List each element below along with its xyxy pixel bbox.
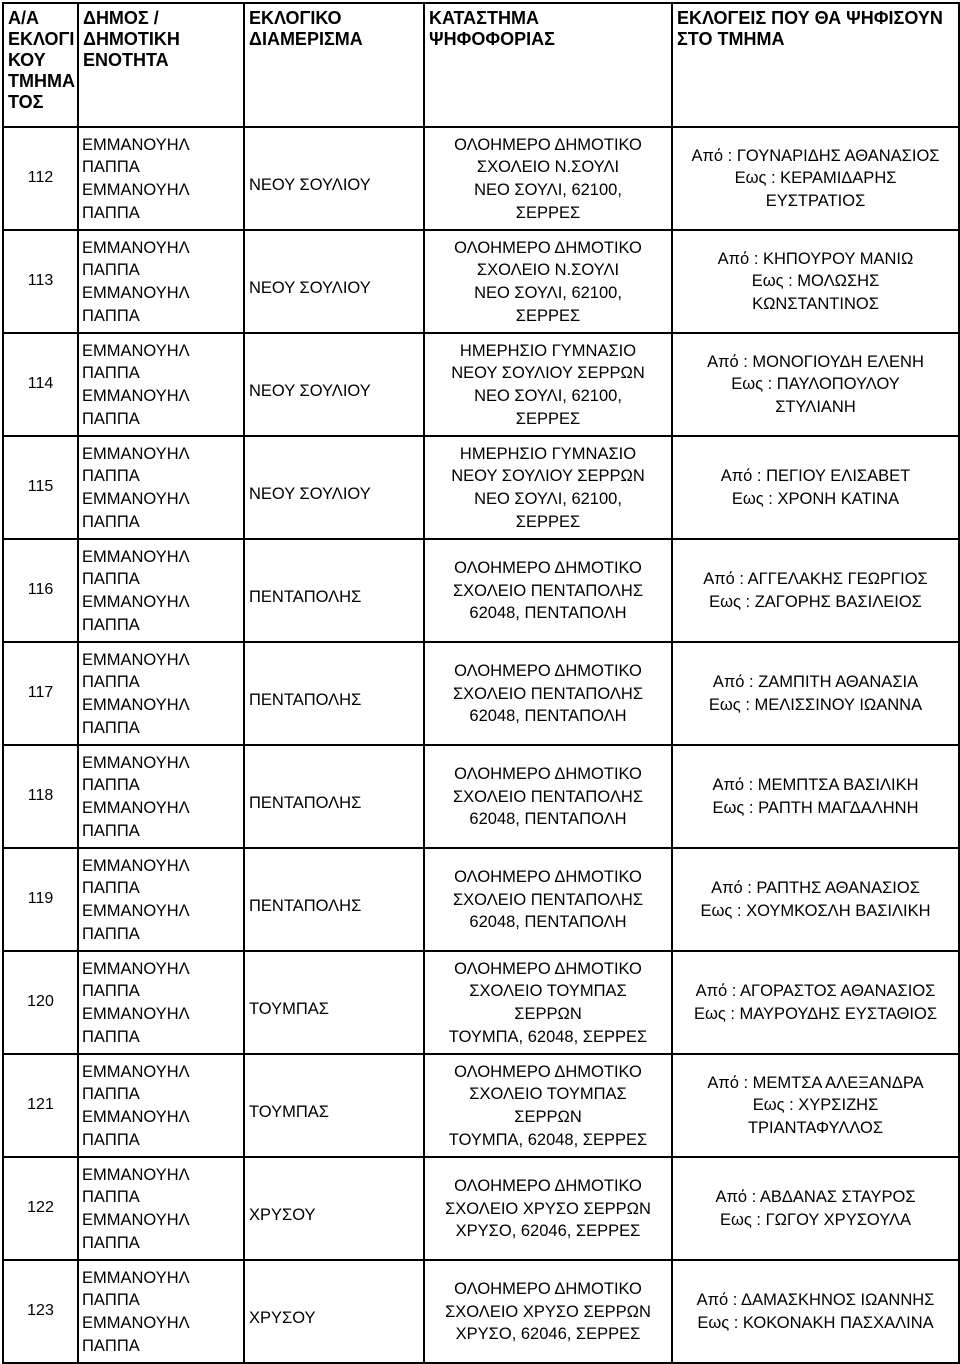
municipality-line: ΠΑΠΠΑ <box>82 1027 140 1046</box>
municipality-line: ΠΑΠΠΑ <box>82 615 140 634</box>
polling-station-line: ΟΛΟΗΜΕΡΟ ΔΗΜΟΤΙΚΟ <box>454 1280 642 1299</box>
municipality-line: ΕΜΜΑΝΟΥΗΛ <box>82 135 190 154</box>
municipality-line: ΠΑΠΠΑ <box>82 924 140 943</box>
header-polling-station: ΚΑΤΑΣΤΗΜΑ ΨΗΦΟΦΟΡΙΑΣ <box>424 3 672 127</box>
municipality-line: ΠΑΠΠΑ <box>82 261 140 280</box>
section-number: 117 <box>27 684 54 702</box>
voters-range-line: ΕΥΣΤΡΑΤΙΟΣ <box>765 191 866 210</box>
section-number-cell <box>3 436 78 539</box>
electoral-district-cell <box>244 1157 424 1260</box>
municipality-line: ΕΜΜΑΝΟΥΗΛ <box>82 284 190 302</box>
section-number-cell <box>3 1260 78 1363</box>
polling-station-cell <box>424 1157 672 1260</box>
table-row <box>3 436 959 539</box>
municipality-cell <box>78 333 244 436</box>
polling-station-line: ΟΛΟΗΜΕΡΟ ΔΗΜΟΤΙΚΟ <box>454 559 642 578</box>
municipality-line: ΕΜΜΑΝΟΥΗΛ <box>82 959 190 978</box>
polling-station-cell <box>424 333 672 436</box>
polling-station-line: ΣΧΟΛΕΙΟ ΠΕΝΤΑΠΟΛΗΣ <box>452 684 644 703</box>
section-number: 115 <box>27 478 54 496</box>
voters-range-cell <box>672 230 959 333</box>
polling-station-line: ΟΛΟΗΜΕΡΟ ΔΗΜΟΤΙΚΟ <box>454 868 642 887</box>
polling-station-line: ΝΕΟ ΣΟΥΛΙ, 62100, <box>474 284 622 302</box>
polling-station-line: ΝΕΟΥ ΣΟΥΛΙΟΥ ΣΕΡΡΩΝ <box>451 364 645 383</box>
municipality-line: ΠΑΠΠΑ <box>82 1336 140 1355</box>
voters-range-line: Από : ΠΕΓΙΟΥ ΕΛΙΣΑΒΕΤ <box>720 466 911 485</box>
header-section-number: Α/Α ΕΚΛΟΓΙ ΚΟΥ ΤΜΗΜΑ ΤΟΣ <box>3 3 78 127</box>
polling-station-line: 62048, ΠΕΝΤΑΠΟΛΗ <box>469 604 627 623</box>
polling-station-line: ΝΕΟ ΣΟΥΛΙ, 62100, <box>474 181 622 199</box>
electoral-district-cell <box>244 539 424 642</box>
header-row <box>3 3 959 127</box>
electoral-district: ΝΕΟΥ ΣΟΥΛΙΟΥ <box>249 484 371 503</box>
voters-range-cell <box>672 1054 959 1157</box>
section-number-cell <box>3 1054 78 1157</box>
municipality-line: ΠΑΠΠΑ <box>82 1130 140 1149</box>
polling-station-line: ΟΛΟΗΜΕΡΟ ΔΗΜΟΤΙΚΟ <box>454 135 642 154</box>
section-number: 114 <box>27 375 54 393</box>
polling-station-line: ΗΜΕΡΗΣΙΟ ΓΥΜΝΑΣΙΟ <box>459 341 637 360</box>
municipality-line: ΠΑΠΠΑ <box>82 1291 140 1310</box>
municipality-line: ΠΑΠΠΑ <box>82 467 140 486</box>
municipality-line: ΕΜΜΑΝΟΥΗΛ <box>82 181 190 199</box>
municipality-cell <box>78 127 244 230</box>
polling-station-line: 62048, ΠΕΝΤΑΠΟΛΗ <box>469 913 627 932</box>
municipality-line: ΕΜΜΑΝΟΥΗΛ <box>82 696 190 714</box>
municipality-line: ΕΜΜΑΝΟΥΗΛ <box>82 1314 190 1332</box>
polling-station-cell <box>424 539 672 642</box>
municipality-line: ΕΜΜΑΝΟΥΗΛ <box>82 799 190 817</box>
polling-station-line: ΤΟΥΜΠΑ, 62048, ΣΕΡΡΕΣ <box>448 1027 648 1046</box>
electoral-district-cell <box>244 333 424 436</box>
electoral-district-cell <box>244 436 424 539</box>
polling-station-line: ΝΕΟΥ ΣΟΥΛΙΟΥ ΣΕΡΡΩΝ <box>451 467 645 486</box>
voters-range-cell <box>672 1260 959 1363</box>
voters-range-line: Εως : ΜΕΛΙΣΣΙΝΟΥ ΙΩΑΝΝΑ <box>708 695 923 714</box>
table-row <box>3 1157 959 1260</box>
voters-range-line: Εως : ΚΕΡΑΜΙΔΑΡΗΣ <box>734 169 897 188</box>
electoral-district: ΠΕΝΤΑΠΟΛΗΣ <box>249 690 362 709</box>
municipality-line: ΠΑΠΠΑ <box>82 673 140 692</box>
section-number: 119 <box>27 890 54 908</box>
table-row <box>3 539 959 642</box>
municipality-line: ΕΜΜΑΝΟΥΗΛ <box>82 238 190 257</box>
voters-range-cell <box>672 333 959 436</box>
voters-range-line: Εως : ΡΑΠΤΗ ΜΑΓΔΑΛΗΝΗ <box>712 798 919 817</box>
municipality-cell <box>78 436 244 539</box>
polling-station-cell <box>424 642 672 745</box>
voters-range-line: ΤΡΙΑΝΤΑΦΥΛΛΟΣ <box>747 1118 884 1137</box>
voters-range-line: Από : ΖΑΜΠΙΤΗ ΑΘΑΝΑΣΙΑ <box>712 672 919 691</box>
section-number: 121 <box>27 1096 54 1114</box>
municipality-line: ΠΑΠΠΑ <box>82 879 140 898</box>
voters-range-line: ΚΩΝΣΤΑΝΤΙΝΟΣ <box>752 294 879 313</box>
municipality-cell <box>78 951 244 1054</box>
municipality-line: ΠΑΠΠΑ <box>82 306 140 325</box>
electoral-district: ΝΕΟΥ ΣΟΥΛΙΟΥ <box>249 278 371 297</box>
municipality-line: ΕΜΜΑΝΟΥΗΛ <box>82 902 190 920</box>
municipality-line: ΕΜΜΑΝΟΥΗΛ <box>82 1005 190 1023</box>
electoral-district: ΝΕΟΥ ΣΟΥΛΙΟΥ <box>249 175 371 194</box>
polling-station-cell <box>424 127 672 230</box>
voters-range-cell <box>672 745 959 848</box>
section-number: 113 <box>27 272 54 290</box>
voters-range-line: Εως : ΧΟΥΜΚΟΣΛΗ ΒΑΣΙΛΙΚΗ <box>700 901 931 920</box>
municipality-line: ΠΑΠΠΑ <box>82 512 140 531</box>
section-number-cell <box>3 1157 78 1260</box>
municipality-line: ΕΜΜΑΝΟΥΗΛ <box>82 547 190 566</box>
polling-station-line: ΣΧΟΛΕΙΟ ΤΟΥΜΠΑΣ <box>469 1085 627 1104</box>
municipality-cell <box>78 848 244 951</box>
voters-range-cell <box>672 642 959 745</box>
polling-station-line: ΣΧΟΛΕΙΟ Ν.ΣΟΥΛΙ <box>476 158 620 177</box>
section-number: 123 <box>27 1302 54 1320</box>
polling-station-line: 62048, ΠΕΝΤΑΠΟΛΗ <box>469 707 627 726</box>
voters-range-cell <box>672 951 959 1054</box>
polling-station-cell <box>424 745 672 848</box>
polling-station-line: ΣΧΟΛΕΙΟ ΧΡΥΣΟ ΣΕΡΡΩΝ <box>445 1199 651 1218</box>
table-row <box>3 230 959 333</box>
municipality-line: ΠΑΠΠΑ <box>82 776 140 795</box>
polling-station-line: ΣΧΟΛΕΙΟ Ν.ΣΟΥΛΙ <box>476 261 620 280</box>
section-number-cell <box>3 127 78 230</box>
voters-range-line: Από : ΜΕΜΤΣΑ ΑΛΕΞΑΝΔΡΑ <box>707 1073 924 1092</box>
municipality-line: ΠΑΠΠΑ <box>82 1188 140 1207</box>
voters-range-cell <box>672 1157 959 1260</box>
table-body <box>3 127 959 1363</box>
municipality-cell <box>78 539 244 642</box>
voters-range-line: Εως : ΜΟΛΩΣΗΣ <box>751 272 880 291</box>
table-row <box>3 951 959 1054</box>
table-row <box>3 1054 959 1157</box>
municipality-line: ΠΑΠΠΑ <box>82 570 140 589</box>
voters-range-line: Εως : ΜΑΥΡΟΥΔΗΣ ΕΥΣΤΑΘΙΟΣ <box>693 1004 938 1023</box>
polling-station-line: ΣΧΟΛΕΙΟ ΤΟΥΜΠΑΣ <box>469 982 627 1001</box>
municipality-cell <box>78 642 244 745</box>
electoral-district: ΤΟΥΜΠΑΣ <box>249 999 329 1018</box>
municipality-line: ΠΑΠΠΑ <box>82 718 140 737</box>
voters-range-cell <box>672 539 959 642</box>
voters-range-line: Εως : ΓΩΓΟΥ ΧΡΥΣΟΥΛΑ <box>719 1210 912 1229</box>
municipality-line: ΕΜΜΑΝΟΥΗΛ <box>82 650 190 669</box>
polling-station-line: ΣΕΡΡΩΝ <box>514 1108 582 1126</box>
polling-station-line: ΣΧΟΛΕΙΟ ΧΡΥΣΟ ΣΕΡΡΩΝ <box>445 1302 651 1321</box>
voters-range-line: Από : ΑΓΟΡΑΣΤΟΣ ΑΘΑΝΑΣΙΟΣ <box>695 981 936 1000</box>
table-row <box>3 848 959 951</box>
municipality-line: ΠΑΠΠΑ <box>82 1085 140 1104</box>
municipality-line: ΕΜΜΑΝΟΥΗΛ <box>82 387 190 405</box>
municipality-cell <box>78 230 244 333</box>
electoral-district-cell <box>244 745 424 848</box>
section-number: 120 <box>27 993 54 1011</box>
municipality-line: ΕΜΜΑΝΟΥΗΛ <box>82 444 190 463</box>
section-number-cell <box>3 333 78 436</box>
electoral-district: ΤΟΥΜΠΑΣ <box>249 1102 329 1121</box>
electoral-district: ΠΕΝΤΑΠΟΛΗΣ <box>249 587 362 606</box>
voters-range-line: Από : ΡΑΠΤΗΣ ΑΘΑΝΑΣΙΟΣ <box>711 878 920 897</box>
electoral-district: ΝΕΟΥ ΣΟΥΛΙΟΥ <box>249 381 371 400</box>
polling-station-cell <box>424 230 672 333</box>
electoral-district-cell <box>244 1054 424 1157</box>
voters-range-line: Εως : ΠΑΥΛΟΠΟΥΛΟΥ <box>731 375 900 394</box>
municipality-line: ΠΑΠΠΑ <box>82 364 140 383</box>
electoral-district-cell <box>244 642 424 745</box>
municipality-line: ΕΜΜΑΝΟΥΗΛ <box>82 1211 190 1229</box>
municipality-cell <box>78 745 244 848</box>
electoral-district-cell <box>244 1260 424 1363</box>
polling-station-line: ΣΧΟΛΕΙΟ ΠΕΝΤΑΠΟΛΗΣ <box>452 581 644 600</box>
municipality-line: ΠΑΠΠΑ <box>82 982 140 1001</box>
polling-station-line: 62048, ΠΕΝΤΑΠΟΛΗ <box>469 810 627 829</box>
section-number-cell <box>3 951 78 1054</box>
polling-station-line: ΣΕΡΡΕΣ <box>515 512 581 531</box>
polling-station-line: ΣΧΟΛΕΙΟ ΠΕΝΤΑΠΟΛΗΣ <box>452 787 644 806</box>
section-number-cell <box>3 230 78 333</box>
voters-range-line: Από : ΚΗΠΟΥΡΟΥ ΜΑΝΙΩ <box>717 249 914 268</box>
polling-station-cell <box>424 951 672 1054</box>
electoral-district: ΠΕΝΤΑΠΟΛΗΣ <box>249 896 362 915</box>
polling-station-line: ΧΡΥΣΟ, 62046, ΣΕΡΡΕΣ <box>455 1325 641 1344</box>
polling-station-line: ΟΛΟΗΜΕΡΟ ΔΗΜΟΤΙΚΟ <box>454 662 642 681</box>
polling-station-line: ΝΕΟ ΣΟΥΛΙ, 62100, <box>474 387 622 405</box>
voters-range-cell <box>672 848 959 951</box>
voters-range-line: Από : ΑΓΓΕΛΑΚΗΣ ΓΕΩΡΓΙΟΣ <box>703 569 928 588</box>
polling-station-line: ΟΛΟΗΜΕΡΟ ΔΗΜΟΤΙΚΟ <box>454 1062 642 1081</box>
polling-stations-table <box>2 2 960 1364</box>
polling-station-line: ΣΕΡΡΕΣ <box>515 203 581 222</box>
polling-station-line: ΝΕΟ ΣΟΥΛΙ, 62100, <box>474 490 622 508</box>
municipality-line: ΠΑΠΠΑ <box>82 1233 140 1252</box>
municipality-line: ΠΑΠΠΑ <box>82 203 140 222</box>
polling-station-line: ΟΛΟΗΜΕΡΟ ΔΗΜΟΤΙΚΟ <box>454 765 642 784</box>
table-row <box>3 333 959 436</box>
polling-station-line: ΗΜΕΡΗΣΙΟ ΓΥΜΝΑΣΙΟ <box>459 444 637 463</box>
electoral-district: ΠΕΝΤΑΠΟΛΗΣ <box>249 793 362 812</box>
header-voters-range: ΕΚΛΟΓΕΙΣ ΠΟΥ ΘΑ ΨΗΦΙΣΟΥΝ ΣΤΟ ΤΜΗΜΑ <box>672 3 959 127</box>
voters-range-line: Από : ΓΟΥΝΑΡΙΔΗΣ ΑΘΑΝΑΣΙΟΣ <box>691 146 940 165</box>
voters-range-cell <box>672 127 959 230</box>
municipality-line: ΠΑΠΠΑ <box>82 409 140 428</box>
municipality-cell <box>78 1157 244 1260</box>
electoral-district-cell <box>244 848 424 951</box>
municipality-line: ΕΜΜΑΝΟΥΗΛ <box>82 753 190 772</box>
voters-range-cell <box>672 436 959 539</box>
section-number-cell <box>3 848 78 951</box>
polling-station-cell <box>424 848 672 951</box>
municipality-line: ΕΜΜΑΝΟΥΗΛ <box>82 341 190 360</box>
section-number: 118 <box>27 787 54 805</box>
polling-station-cell <box>424 436 672 539</box>
voters-range-line: Από : ΜΕΜΠΤΣΑ ΒΑΣΙΛΙΚΗ <box>712 775 919 794</box>
voters-range-line: ΣΤΥΛΙΑΝΗ <box>775 397 856 416</box>
municipality-line: ΕΜΜΑΝΟΥΗΛ <box>82 856 190 875</box>
section-number-cell <box>3 539 78 642</box>
section-number: 122 <box>27 1199 54 1217</box>
polling-station-line: ΣΕΡΡΕΣ <box>515 306 581 325</box>
municipality-line: ΕΜΜΑΝΟΥΗΛ <box>82 1062 190 1081</box>
municipality-line: ΕΜΜΑΝΟΥΗΛ <box>82 490 190 508</box>
polling-station-line: ΣΧΟΛΕΙΟ ΠΕΝΤΑΠΟΛΗΣ <box>452 890 644 909</box>
section-number-cell <box>3 745 78 848</box>
voters-range-line: Εως : ΖΑΓΟΡΗΣ ΒΑΣΙΛΕΙΟΣ <box>709 592 922 611</box>
voters-range-line: Εως : ΚΟΚΟΝΑΚΗ ΠΑΣΧΑΛΙΝΑ <box>697 1313 934 1332</box>
section-number: 112 <box>27 169 54 187</box>
table-row <box>3 127 959 230</box>
voters-range-line: Εως : ΧΥΡΣΙΖΗΣ <box>752 1096 879 1115</box>
voters-range-line: Από : ΜΟΝΟΓΙΟΥΔΗ ΕΛΕΝΗ <box>707 352 924 371</box>
polling-station-line: ΤΟΥΜΠΑ, 62048, ΣΕΡΡΕΣ <box>448 1130 648 1149</box>
municipality-line: ΕΜΜΑΝΟΥΗΛ <box>82 1108 190 1126</box>
polling-station-line: ΣΕΡΡΩΝ <box>514 1005 582 1023</box>
polling-station-cell <box>424 1260 672 1363</box>
municipality-line: ΠΑΠΠΑ <box>82 821 140 840</box>
table-row <box>3 642 959 745</box>
polling-station-line: ΟΛΟΗΜΕΡΟ ΔΗΜΟΤΙΚΟ <box>454 238 642 257</box>
voters-range-line: Από : ΑΒΔΑΝΑΣ ΣΤΑΥΡΟΣ <box>715 1187 916 1206</box>
electoral-district-cell <box>244 951 424 1054</box>
section-number: 116 <box>27 581 54 599</box>
section-number-cell <box>3 642 78 745</box>
polling-station-line: ΟΛΟΗΜΕΡΟ ΔΗΜΟΤΙΚΟ <box>454 959 642 978</box>
municipality-line: ΠΑΠΠΑ <box>82 158 140 177</box>
municipality-line: ΕΜΜΑΝΟΥΗΛ <box>82 1268 190 1287</box>
municipality-cell <box>78 1054 244 1157</box>
electoral-district-cell <box>244 127 424 230</box>
header-electoral-district: ΕΚΛΟΓΙΚΟ ΔΙΑΜΕΡΙΣΜΑ <box>244 3 424 127</box>
polling-station-cell <box>424 1054 672 1157</box>
header-municipality: ΔΗΜΟΣ / ΔΗΜΟΤΙΚΗ ΕΝΟΤΗΤΑ <box>78 3 244 127</box>
electoral-district-cell <box>244 230 424 333</box>
electoral-district: ΧΡΥΣΟΥ <box>249 1205 316 1224</box>
table-row <box>3 745 959 848</box>
municipality-cell <box>78 1260 244 1363</box>
electoral-district: ΧΡΥΣΟΥ <box>249 1308 316 1327</box>
polling-station-line: ΧΡΥΣΟ, 62046, ΣΕΡΡΕΣ <box>455 1222 641 1241</box>
voters-range-line: Εως : ΧΡΟΝΗ ΚΑΤΙΝΑ <box>731 489 900 508</box>
municipality-line: ΕΜΜΑΝΟΥΗΛ <box>82 1165 190 1184</box>
voters-range-line: Από : ΔΑΜΑΣΚΗΝΟΣ ΙΩΑΝΝΗΣ <box>696 1290 935 1309</box>
municipality-line: ΕΜΜΑΝΟΥΗΛ <box>82 593 190 611</box>
polling-station-line: ΟΛΟΗΜΕΡΟ ΔΗΜΟΤΙΚΟ <box>454 1177 642 1196</box>
table-row <box>3 1260 959 1363</box>
polling-station-line: ΣΕΡΡΕΣ <box>515 409 581 428</box>
